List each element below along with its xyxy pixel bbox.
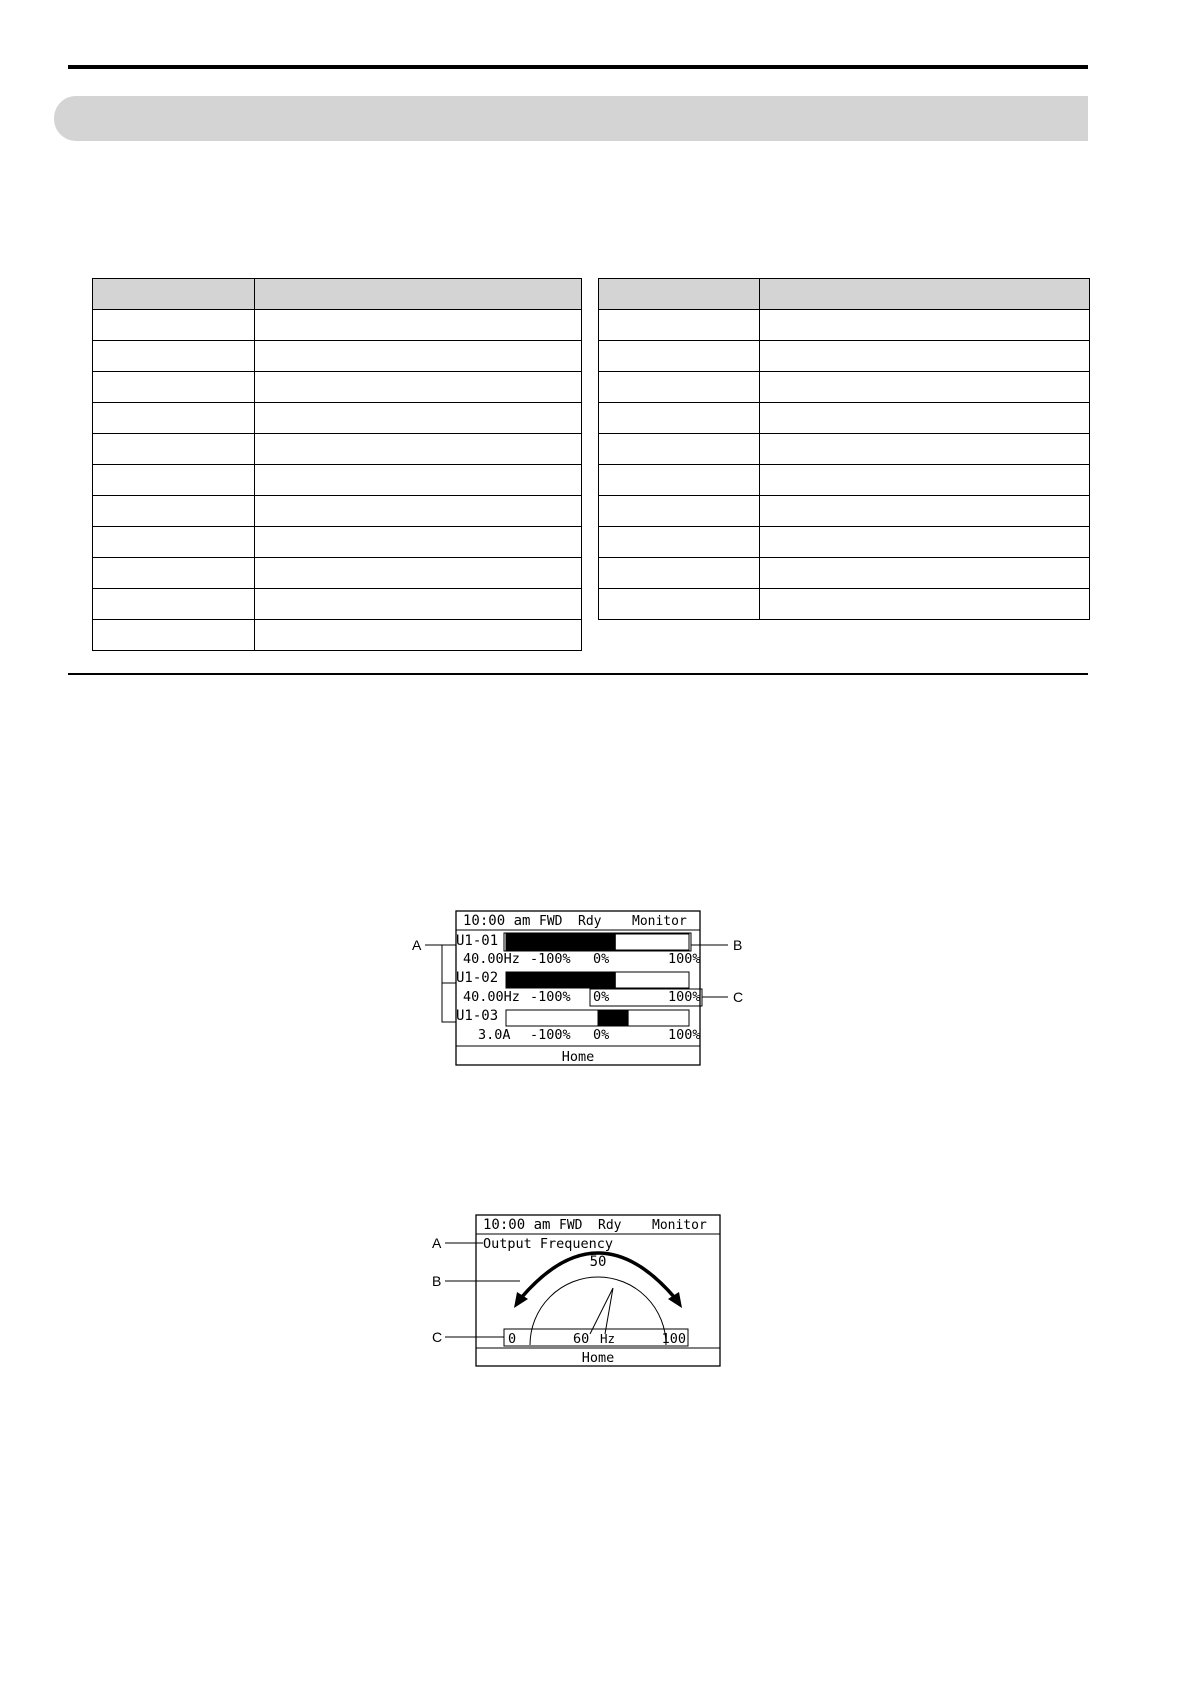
bar-max-label: 100%	[668, 951, 701, 967]
status-time: 10:00 am	[483, 1217, 551, 1233]
bar-mid-label: 0%	[593, 989, 610, 1005]
callout-a-label: A	[412, 937, 422, 953]
bar-max-label: 100%	[668, 1027, 701, 1043]
gauge-top-label: 50	[589, 1254, 607, 1270]
callout-a-label: A	[432, 1235, 442, 1251]
table-row	[599, 465, 1090, 496]
table-row	[599, 434, 1090, 465]
monitor-value: 3.0A	[478, 1027, 511, 1043]
callout-c-label: C	[733, 989, 744, 1005]
table-row	[93, 620, 582, 651]
status-state: Rdy	[598, 1218, 622, 1233]
status-mode: Monitor	[652, 1218, 707, 1233]
table-row	[599, 372, 1090, 403]
callout-b-label: B	[432, 1273, 442, 1289]
table-row	[93, 589, 582, 620]
bar-min-label: -100%	[530, 951, 571, 967]
table-row	[93, 496, 582, 527]
footer-home-label: Home	[581, 1350, 615, 1366]
table-row	[93, 341, 582, 372]
table-row	[599, 496, 1090, 527]
bar-min-label: -100%	[530, 989, 571, 1005]
monitor-bar-fill	[506, 972, 616, 988]
header-rule	[68, 65, 1088, 69]
gauge-min-label: 0	[508, 1331, 517, 1347]
callout-c-label: C	[432, 1329, 443, 1345]
table-row	[93, 310, 582, 341]
footer-home-label: Home	[561, 1049, 595, 1065]
status-time: 10:00 am	[463, 913, 531, 929]
table-header-row	[599, 279, 1090, 310]
monitor-bar-fill	[598, 1010, 629, 1026]
bar-mid-label: 0%	[593, 951, 610, 967]
gauge-value: 60	[573, 1331, 590, 1347]
status-direction: FWD	[559, 1218, 583, 1233]
table-row	[93, 372, 582, 403]
callout-b-label: B	[733, 937, 743, 953]
table-header-row	[93, 279, 582, 310]
monitor-value: 40.00Hz	[463, 951, 520, 967]
status-state: Rdy	[578, 914, 602, 929]
table-row	[93, 434, 582, 465]
table-row	[93, 465, 582, 496]
gauge-monitor-figure	[420, 1210, 740, 1370]
parameter-table-right	[598, 278, 1090, 620]
gauge-max-label: 100	[661, 1331, 686, 1347]
table-row	[599, 403, 1090, 434]
monitor-bar-fill	[506, 934, 616, 950]
bar-mid-label: 0%	[593, 1027, 610, 1043]
section-heading-bar	[54, 96, 1088, 141]
gauge-dial-arc	[530, 1277, 666, 1345]
status-direction: FWD	[539, 914, 563, 929]
table-row	[93, 558, 582, 589]
bar-monitor-figure	[400, 905, 760, 1075]
table-row	[93, 527, 582, 558]
table-row	[599, 310, 1090, 341]
table-row	[599, 558, 1090, 589]
parameter-table-left	[92, 278, 582, 651]
monitor-code-u1-03: U1-03	[456, 1008, 499, 1024]
gauge-title: Output Frequency	[483, 1236, 614, 1252]
table-row	[599, 341, 1090, 372]
table-row	[599, 589, 1090, 620]
gauge-needle	[590, 1288, 613, 1334]
gauge-unit: Hz	[600, 1331, 616, 1346]
monitor-code-u1-01: U1-01	[456, 933, 499, 949]
monitor-value: 40.00Hz	[463, 989, 520, 1005]
bar-max-label: 100%	[668, 989, 701, 1005]
status-mode: Monitor	[632, 914, 687, 929]
monitor-code-u1-02: U1-02	[456, 970, 499, 986]
section-divider-rule	[68, 673, 1088, 675]
bar-min-label: -100%	[530, 1027, 571, 1043]
table-row	[93, 403, 582, 434]
table-row	[599, 527, 1090, 558]
